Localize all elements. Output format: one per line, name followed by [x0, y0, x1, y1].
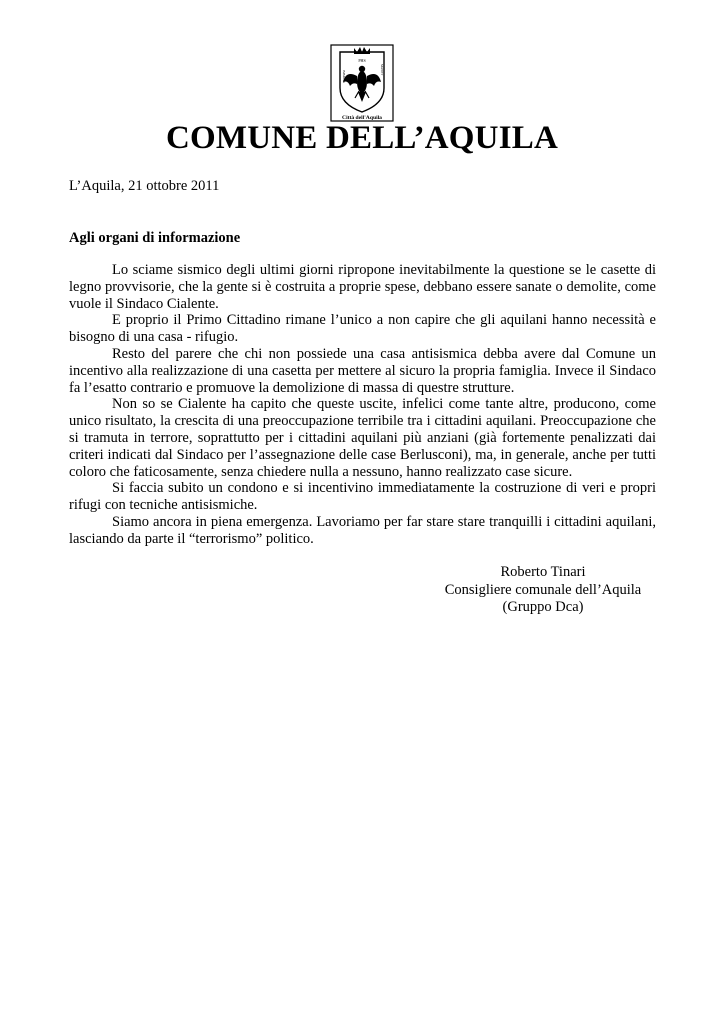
crest-right-text: MANET [380, 64, 384, 76]
letter-paragraph: E proprio il Primo Cittadino rimane l’unico a non capire che gli aquilani hanno necessità e bisogno di una casa - rifugio. [69, 312, 656, 346]
page-title: COMUNE DELL’AQUILA [165, 120, 558, 156]
letter-paragraph: Non so se Cialente ha capito che queste uscite, infelici come tante altre, producono, come unico risultato, la crescita di una preoccupazione terribile tra i cittadini aquilani. Preoccupazione che si tramuta in terrore, soprattutto per i cittadini aquilani più anziani (già fortemente penalizzati dai criteri indicati dal Sindaco per l’assegnazione delle case Berlusconi), ma, in generale, anche per tutti coloro che faticosamente, senza chiedere nulla a nessuno, hanno realizzato case sicure. [69, 396, 656, 480]
crest-left-text: IMMOTA [342, 70, 346, 84]
crest-center-text: PHS [358, 58, 366, 63]
signature-group: (Gruppo Dca) [502, 599, 584, 615]
signature-name: Roberto Tinari [500, 564, 586, 580]
city-crest-logo [330, 44, 394, 122]
letter-paragraph: Si faccia subito un condono e si incentivino immediatamente la costruzione di veri e propri rifugi con tecniche antisismiche. [69, 480, 656, 514]
letter-date: L’Aquila, 21 ottobre 2011 [69, 178, 220, 194]
letter-recipient: Agli organi di informazione [69, 230, 241, 246]
letter-paragraph: Siamo ancora in piena emergenza. Lavoriamo per far stare stare tranquilli i cittadini aquilani, lasciando da parte il “terrorismo” politico. [69, 513, 656, 547]
letter-body [69, 262, 656, 548]
signature-block [430, 564, 656, 617]
signature-role: Consigliere comunale dell’Aquila [444, 581, 642, 598]
crest-caption: Città dell'Aquila [342, 115, 382, 121]
letter-paragraph: Lo sciame sismico degli ultimi giorni ripropone inevitabilmente la questione se le casette di legno provvisorie, che la gente si è costruita a proprie spese, debbano essere sanate o demolite, come vuole il Sindaco Cialente. [69, 262, 656, 312]
letter-paragraph: Resto del parere che chi non possiede una casa antisismica debba avere dal Comune un incentivo alla realizzazione di una casetta per mettere al sicuro la propria famiglia. Invece il Sindaco fa l’esatto contrario e promuove la demolizione di massa di questre strutture. [69, 345, 656, 396]
